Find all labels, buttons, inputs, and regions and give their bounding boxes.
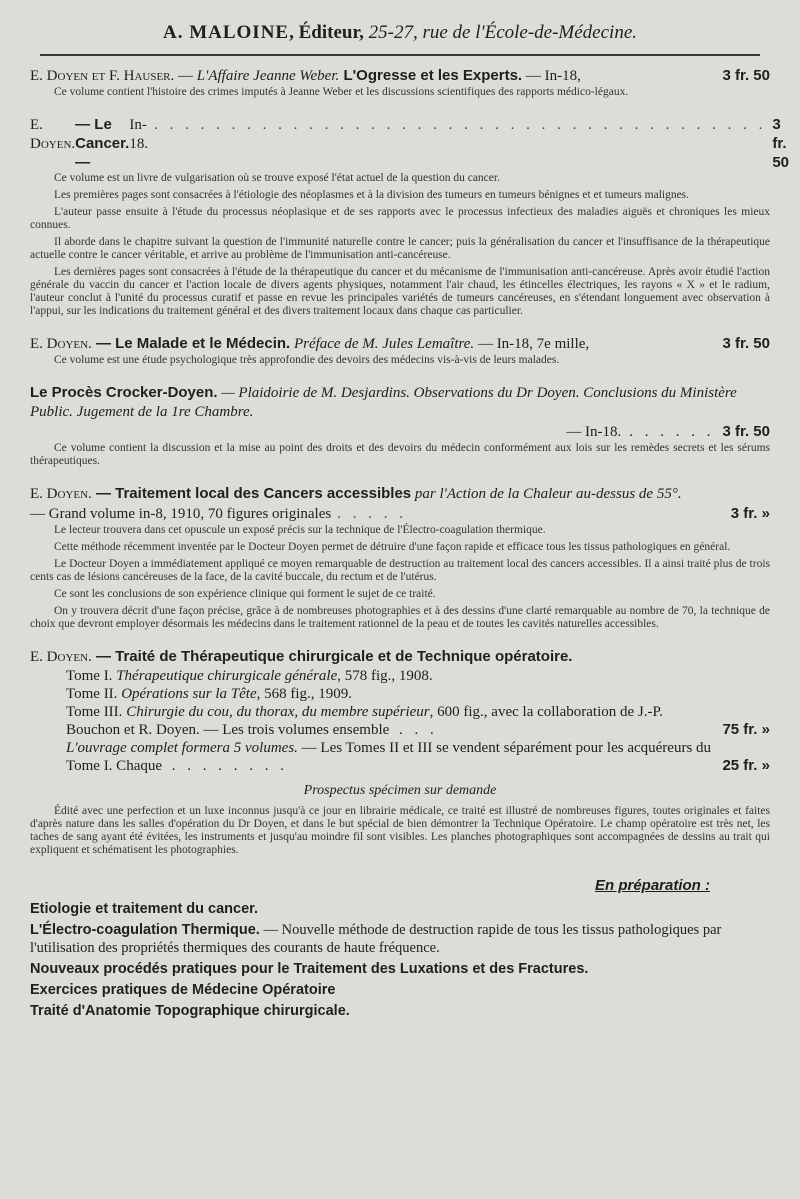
complete-work-price: 25 fr. » (722, 757, 770, 774)
entry-format: In-18. (129, 117, 149, 152)
tome-label: Tome II. (66, 686, 118, 702)
preparation-item-description: — Nouvelle méthode de destruction rapide de tous les tissus pathologiques par l'utilisation des propriétés thermiques des courants de haute fréquence. (30, 922, 722, 956)
entry-format: — In-18, (522, 68, 581, 84)
entry-heading (30, 115, 790, 172)
entry-description: Cette méthode récemment inventée par le Docteur Doyen permet de détruire d'une façon rapide et efficace tous les tissus pathologiques en général. (54, 541, 731, 553)
page-header (30, 22, 770, 44)
tome-details: , 600 fig., avec la collaboration de J.-P. Bouchon et R. Doyen. — Les trois volumes ensemble (66, 704, 663, 738)
entry-heading (30, 334, 770, 354)
entry-format: — Grand volume in-8, 1910, 70 figures originales (30, 506, 332, 522)
entry-description: Ce volume contient la discussion et la mise au point des droits et des devoirs du médecin conformément aux lois sur les remèdes secrets et les sérums thérapeutiques. (30, 442, 770, 467)
prospectus-note: Prospectus spécimen sur demande (303, 783, 497, 798)
tome-label: Tome I. (66, 668, 113, 684)
entry-title: — Traité de Thérapeutique chirurgicale et de Technique opératoire. (91, 648, 573, 665)
preparation-item-title: Exercices pratiques de Médecine Opératoire (30, 982, 336, 998)
entry-heading (30, 383, 770, 422)
entry-price: 3 fr. 50 (722, 335, 770, 352)
publisher-name: A. MALOINE (162, 22, 290, 43)
entry-format: — In-18, 7e mille, (474, 336, 590, 352)
entry-description: Les dernières pages sont consacrées à l'étude de la thérapeutique du cancer et du mécanisme de l'immunisation anti-cancéreuse. Après avoir étudié l'action générale du vaccin du cancer et l'action locale de divers agents physiques, notamment l'air chaud, les étincelles électriques, les rayons « X » et le radium, l'auteur conclut à l'unité du processus curatif et passe en revue les principales variétés de tumeurs cancéreuses, en s'étendant longuement avec observation à l'appui, sur les indications du traitement général et des divers traitement locaux dans chaque cas particulier. (30, 266, 770, 317)
tome-details: , 578 fig., 1908. (337, 668, 433, 684)
entry-title-italic: L'Affaire Jeanne Weber. (196, 68, 340, 84)
preparation-item-title: Nouveaux procédés pratiques pour le Traitement des Luxations et des Fractures. (30, 961, 589, 977)
preparation-item (30, 960, 770, 978)
dot-leader: . . . . . . (629, 424, 715, 440)
entry-title-italic: — Plaidoirie de M. Desjardins. Observations du Dr Doyen. Conclusions du Ministère Public. Jugement de la 1re Chambre. (30, 385, 737, 420)
entry-author: E. Doyen. (30, 486, 92, 502)
book-entry (30, 334, 770, 367)
preparation-item-title: Etiologie et traitement du cancer. (30, 901, 259, 917)
treatise-entry (30, 647, 770, 857)
dot-leader: . . . . . . . . . . . . . . . . . . . . . . . . . . . . . . . . . . . . . . . . (154, 117, 767, 133)
entry-title: L'Ogresse et les Experts. (339, 67, 523, 84)
entry-title: Le Procès Crocker-Doyen. (30, 384, 218, 401)
preparation-item (30, 900, 770, 918)
tome-details: , 568 fig., 1909. (256, 686, 353, 702)
entry-price: 3 fr. 50 (722, 423, 770, 440)
entry-description: Ce volume est une étude psychologique très approfondie des devoirs des médecins vis-à-vis de leurs malades. (54, 354, 560, 366)
tome-title: Chirurgie du cou, du thorax, du membre supérieur (122, 704, 430, 720)
entry-heading (30, 647, 770, 667)
tome-price: 75 fr. » (722, 721, 770, 738)
header-rule (40, 54, 760, 56)
entry-price-row (30, 504, 770, 524)
complete-work-details: — Les Tomes II et III se vendent séparément pour les acquéreurs du Tome I. Chaque (66, 740, 712, 774)
tome-line (66, 667, 770, 685)
entry-description: Ce volume est un livre de vulgarisation où se trouve exposé l'état actuel de la question du cancer. (54, 172, 500, 184)
entry-heading (30, 484, 770, 504)
entry-title: — Traitement local des Cancers accessibles (91, 485, 412, 502)
entry-author: E. Doyen. (30, 336, 92, 352)
entry-title-italic: Préface de M. Jules Lemaître. (290, 336, 475, 352)
tome-line (66, 703, 770, 739)
entry-author: E. Doyen. (30, 649, 92, 665)
entry-price: 3 fr. 50 (772, 116, 790, 171)
entry-description: Il aborde dans le chapitre suivant la question de l'immunité naturelle contre le cancer; puis la généralisation du cancer et l'insuffisance de la thérapeutique actuelle contre le cancer véritable, et arrive au problème de l'immunisation anti-cancéreuse. (30, 236, 770, 261)
entry-heading (30, 66, 770, 86)
preparation-title: En préparation : (594, 877, 710, 894)
entry-description: L'auteur passe ensuite à l'étude du processus néoplasique et de ses rapports avec le processus infectieux des maladies aiguës et chroniques les mieux connues. (30, 206, 770, 231)
preparation-item-title: L'Électro-coagulation Thermique. (30, 922, 260, 938)
entry-title-italic: par l'Action de la Chaleur au-dessus de 55°. (411, 486, 682, 502)
entry-title: — Le Cancer. — (75, 116, 130, 171)
entry-description: Le Docteur Doyen a immédiatement appliqué ce moyen remarquable de destruction au traitement local des cancers accessibles. Il a ainsi traité plus de trois cents cas de lésions cancéreuses de la face, de la cavité buccale, du rectum et de l'utérus. (30, 558, 770, 583)
tome-title: Opérations sur la Tête (117, 686, 257, 702)
entry-description: Les premières pages sont consacrées à l'étiologie des néoplasmes et à la division des tumeurs en tumeurs bénignes et et tumeurs malignes. (54, 189, 690, 201)
dot-leader: . . . . . . . . (171, 758, 289, 774)
preparation-item (30, 921, 770, 957)
entry-title: — Le Malade et le Médecin. (91, 335, 291, 352)
dot-leader: . . . (399, 722, 438, 738)
entry-description: Ce sont les conclusions de son expérience clinique qui forment le sujet de ce traité. (54, 588, 436, 600)
editor-label: , Éditeur, (289, 22, 364, 43)
preparation-item-title: Traité d'Anatomie Topographique chirurgicale. (30, 1003, 350, 1019)
preparation-item (30, 981, 770, 999)
entry-description: Ce volume contient l'histoire des crimes imputés à Jeanne Weber et les discussions scientifiques des rapports médico-légaux. (54, 86, 629, 98)
entry-format: — In-18. (566, 424, 622, 440)
book-entry (30, 484, 770, 631)
dot-leader: . . . . . (337, 506, 407, 522)
publisher-address: 25-27, rue de l'École-de-Médecine. (368, 22, 638, 43)
tome-title: Thérapeutique chirurgicale générale (112, 668, 338, 684)
entry-description: Le lecteur trouvera dans cet opuscule un exposé précis sur la technique de l'Électro-coagulation thermique. (54, 524, 546, 536)
entry-price: 3 fr. » (730, 505, 770, 522)
entry-author: E. Doyen et F. Hauser. (30, 68, 175, 84)
treatise-description: Édité avec une perfection et un luxe inconnus jusqu'à ce jour en librairie médicale, ce traité est illustré de nombreuses figures, toutes originales et faites d'après nature dans les salles d'opération du Dr Doyen, et dans le but spécial de bien démontrer la Technique Opératoire. Le champ opératoire est très net, les taches de sang ayant été évitées, les instruments et jusqu'au moindre fil sont visibles. Les planches photographiques sont accompagnées de dessins au trait qui expliquent et schématisent les photographies. (30, 805, 770, 856)
book-entry (30, 66, 770, 99)
book-entry (30, 383, 770, 468)
complete-work-note: L'ouvrage complet formera 5 volumes. (66, 740, 298, 756)
entry-dash: — (174, 68, 197, 84)
entry-author: E. Doyen. (30, 117, 76, 152)
preparation-item (30, 1002, 770, 1020)
book-entry (30, 115, 790, 318)
tome-label: Tome III. (66, 704, 123, 720)
entry-description: On y trouvera décrit d'une façon précise, grâce à de nombreuses photographies et à des dessins d'une clarté remarquable au nombre de 70, la technique de choix que devront employer désormais les médecins dans le traitement rationnel de la peau et de toutes les cavités naturelles accessibles. (30, 605, 770, 630)
tome-line (66, 685, 770, 703)
complete-work-line (66, 739, 770, 775)
entry-price: 3 fr. 50 (722, 67, 770, 84)
entry-price-row (30, 422, 770, 442)
